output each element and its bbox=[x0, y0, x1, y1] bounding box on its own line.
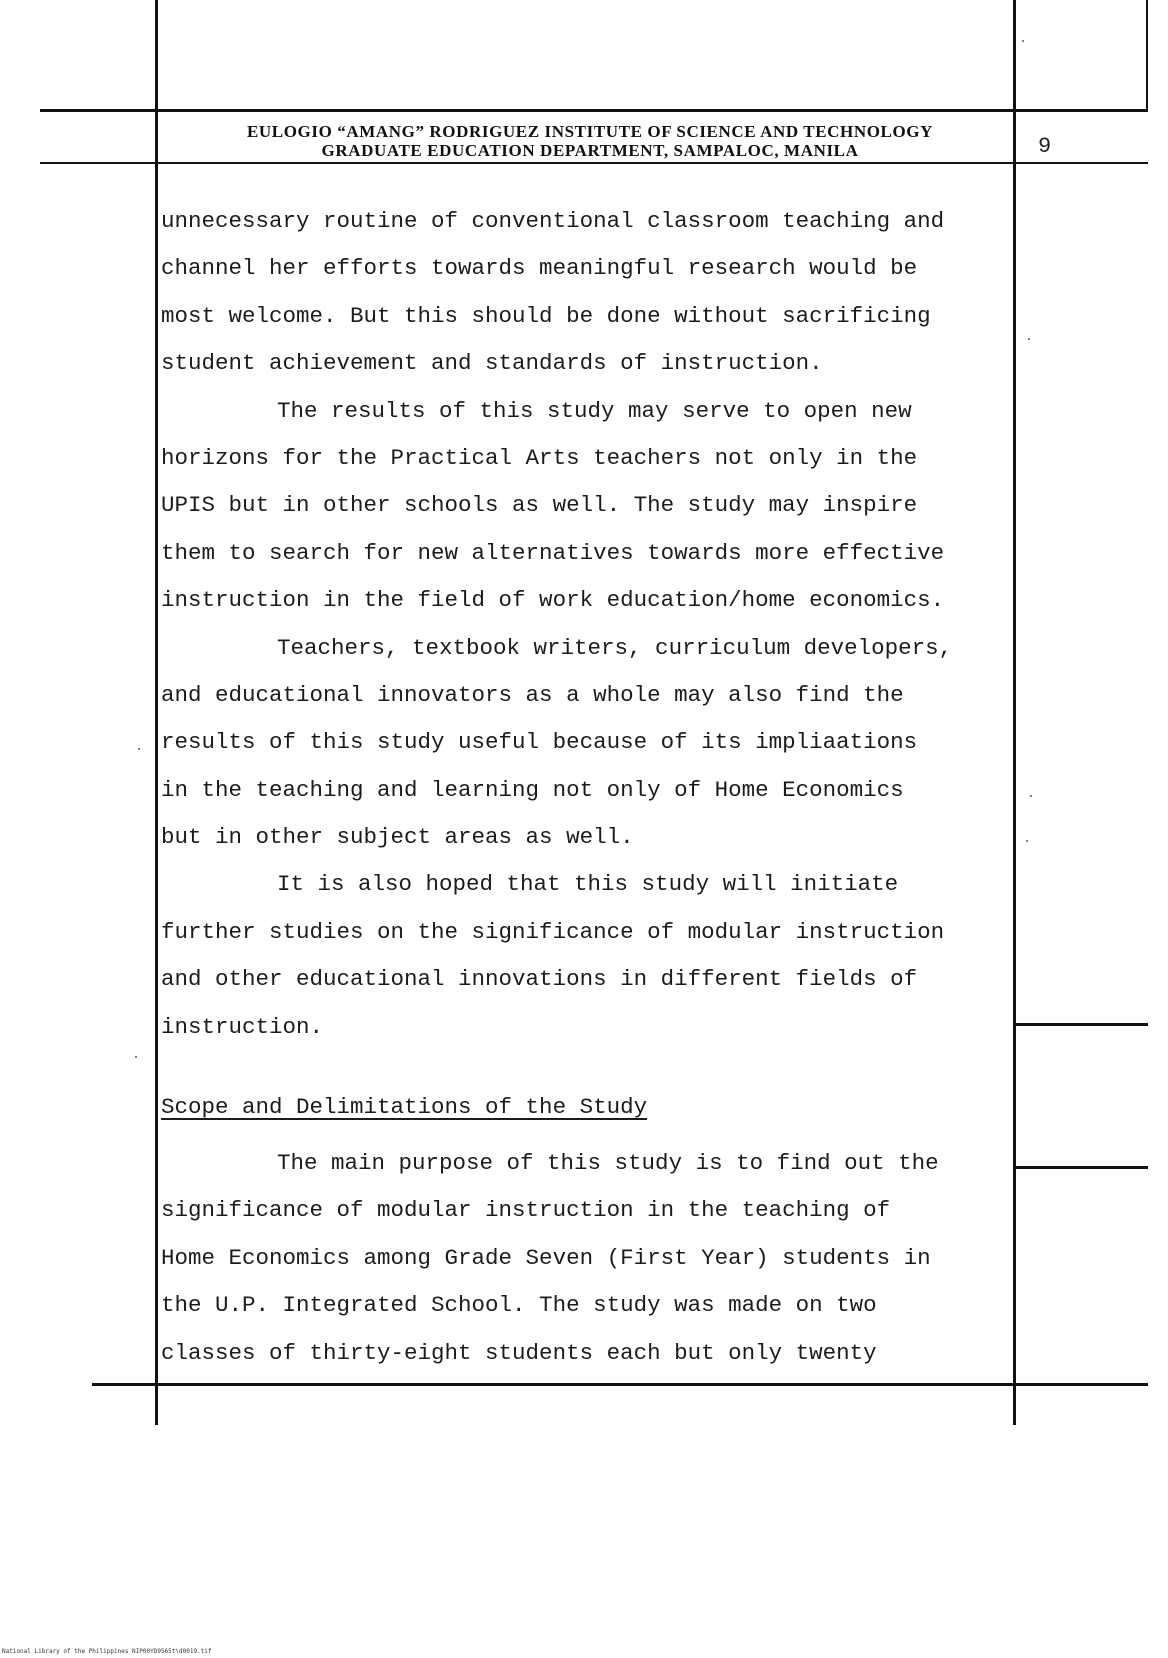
body-text-upper bbox=[161, 198, 1011, 1051]
text-line: Home Economics among Grade Seven (First Year) students in bbox=[161, 1244, 931, 1271]
outer-right-rule bbox=[1146, 0, 1148, 110]
institution-line: EULOGIO “AMANG” RODRIGUEZ INSTITUTE OF SCIENCE AND TECHNOLOGY bbox=[246, 122, 933, 141]
text-line: the U.P. Integrated School. The study was made on two bbox=[161, 1292, 877, 1319]
text-line: unnecessary routine of conventional classroom teaching and bbox=[161, 208, 945, 234]
text-line: and other educational innovations in different fields of bbox=[161, 966, 918, 993]
text-line: results of this study useful because of its impliaations bbox=[161, 729, 918, 756]
margin-tick-upper bbox=[1015, 1023, 1148, 1026]
text-line: classes of thirty-eight students each but only twenty bbox=[161, 1339, 877, 1366]
margin-tick-lower bbox=[1015, 1166, 1148, 1169]
scan-speck bbox=[138, 748, 140, 750]
left-margin-rule bbox=[155, 0, 158, 1425]
department-line: GRADUATE EDUCATION DEPARTMENT, SAMPALOC, MANILA bbox=[321, 141, 859, 160]
text-line: most welcome. But this should be done without sacrificing bbox=[161, 302, 931, 329]
footer-rule bbox=[92, 1383, 1148, 1386]
text-line: instruction. bbox=[161, 1013, 324, 1040]
scan-speck bbox=[135, 1056, 137, 1058]
page-number: 9 bbox=[1038, 134, 1052, 159]
section-heading: Scope and Delimitations of the Study bbox=[161, 1094, 648, 1120]
text-line: instruction in the field of work education/home economics. bbox=[161, 587, 945, 614]
header-top-rule bbox=[40, 109, 1148, 112]
scan-speck bbox=[1030, 795, 1032, 797]
text-line: The results of this study may serve to open new bbox=[277, 397, 912, 424]
archive-footer-note: National Library of the Philippines NIP00YD9565t\d0019.tif bbox=[2, 1648, 212, 1655]
text-line: channel her efforts towards meaningful research would be bbox=[161, 255, 918, 282]
scan-speck bbox=[1026, 840, 1028, 842]
text-line: but in other subject areas as well. bbox=[161, 824, 634, 851]
text-line: UPIS but in other schools as well. The study may inspire bbox=[161, 492, 918, 519]
text-line: student achievement and standards of instruction. bbox=[161, 350, 823, 377]
text-line: The main purpose of this study is to find out the bbox=[277, 1150, 939, 1176]
scan-speck bbox=[1022, 40, 1024, 42]
text-line: It is also hoped that this study will initiate bbox=[277, 871, 899, 898]
institution-header bbox=[165, 122, 1015, 160]
text-line: horizons for the Practical Arts teachers not only in the bbox=[161, 444, 918, 471]
text-line: them to search for new alternatives towards more effective bbox=[161, 539, 945, 566]
body-text-lower bbox=[161, 1140, 1011, 1377]
text-line: further studies on the significance of modular instruction bbox=[161, 918, 945, 945]
scan-speck bbox=[1028, 338, 1030, 340]
header-bottom-rule bbox=[40, 162, 1148, 164]
text-line: significance of modular instruction in the teaching of bbox=[161, 1197, 891, 1224]
text-line: and educational innovators as a whole may also find the bbox=[161, 681, 904, 708]
text-line: in the teaching and learning not only of Home Economics bbox=[161, 776, 904, 803]
right-margin-rule bbox=[1013, 0, 1016, 1425]
text-line: Teachers, textbook writers, curriculum developers, bbox=[277, 634, 953, 661]
